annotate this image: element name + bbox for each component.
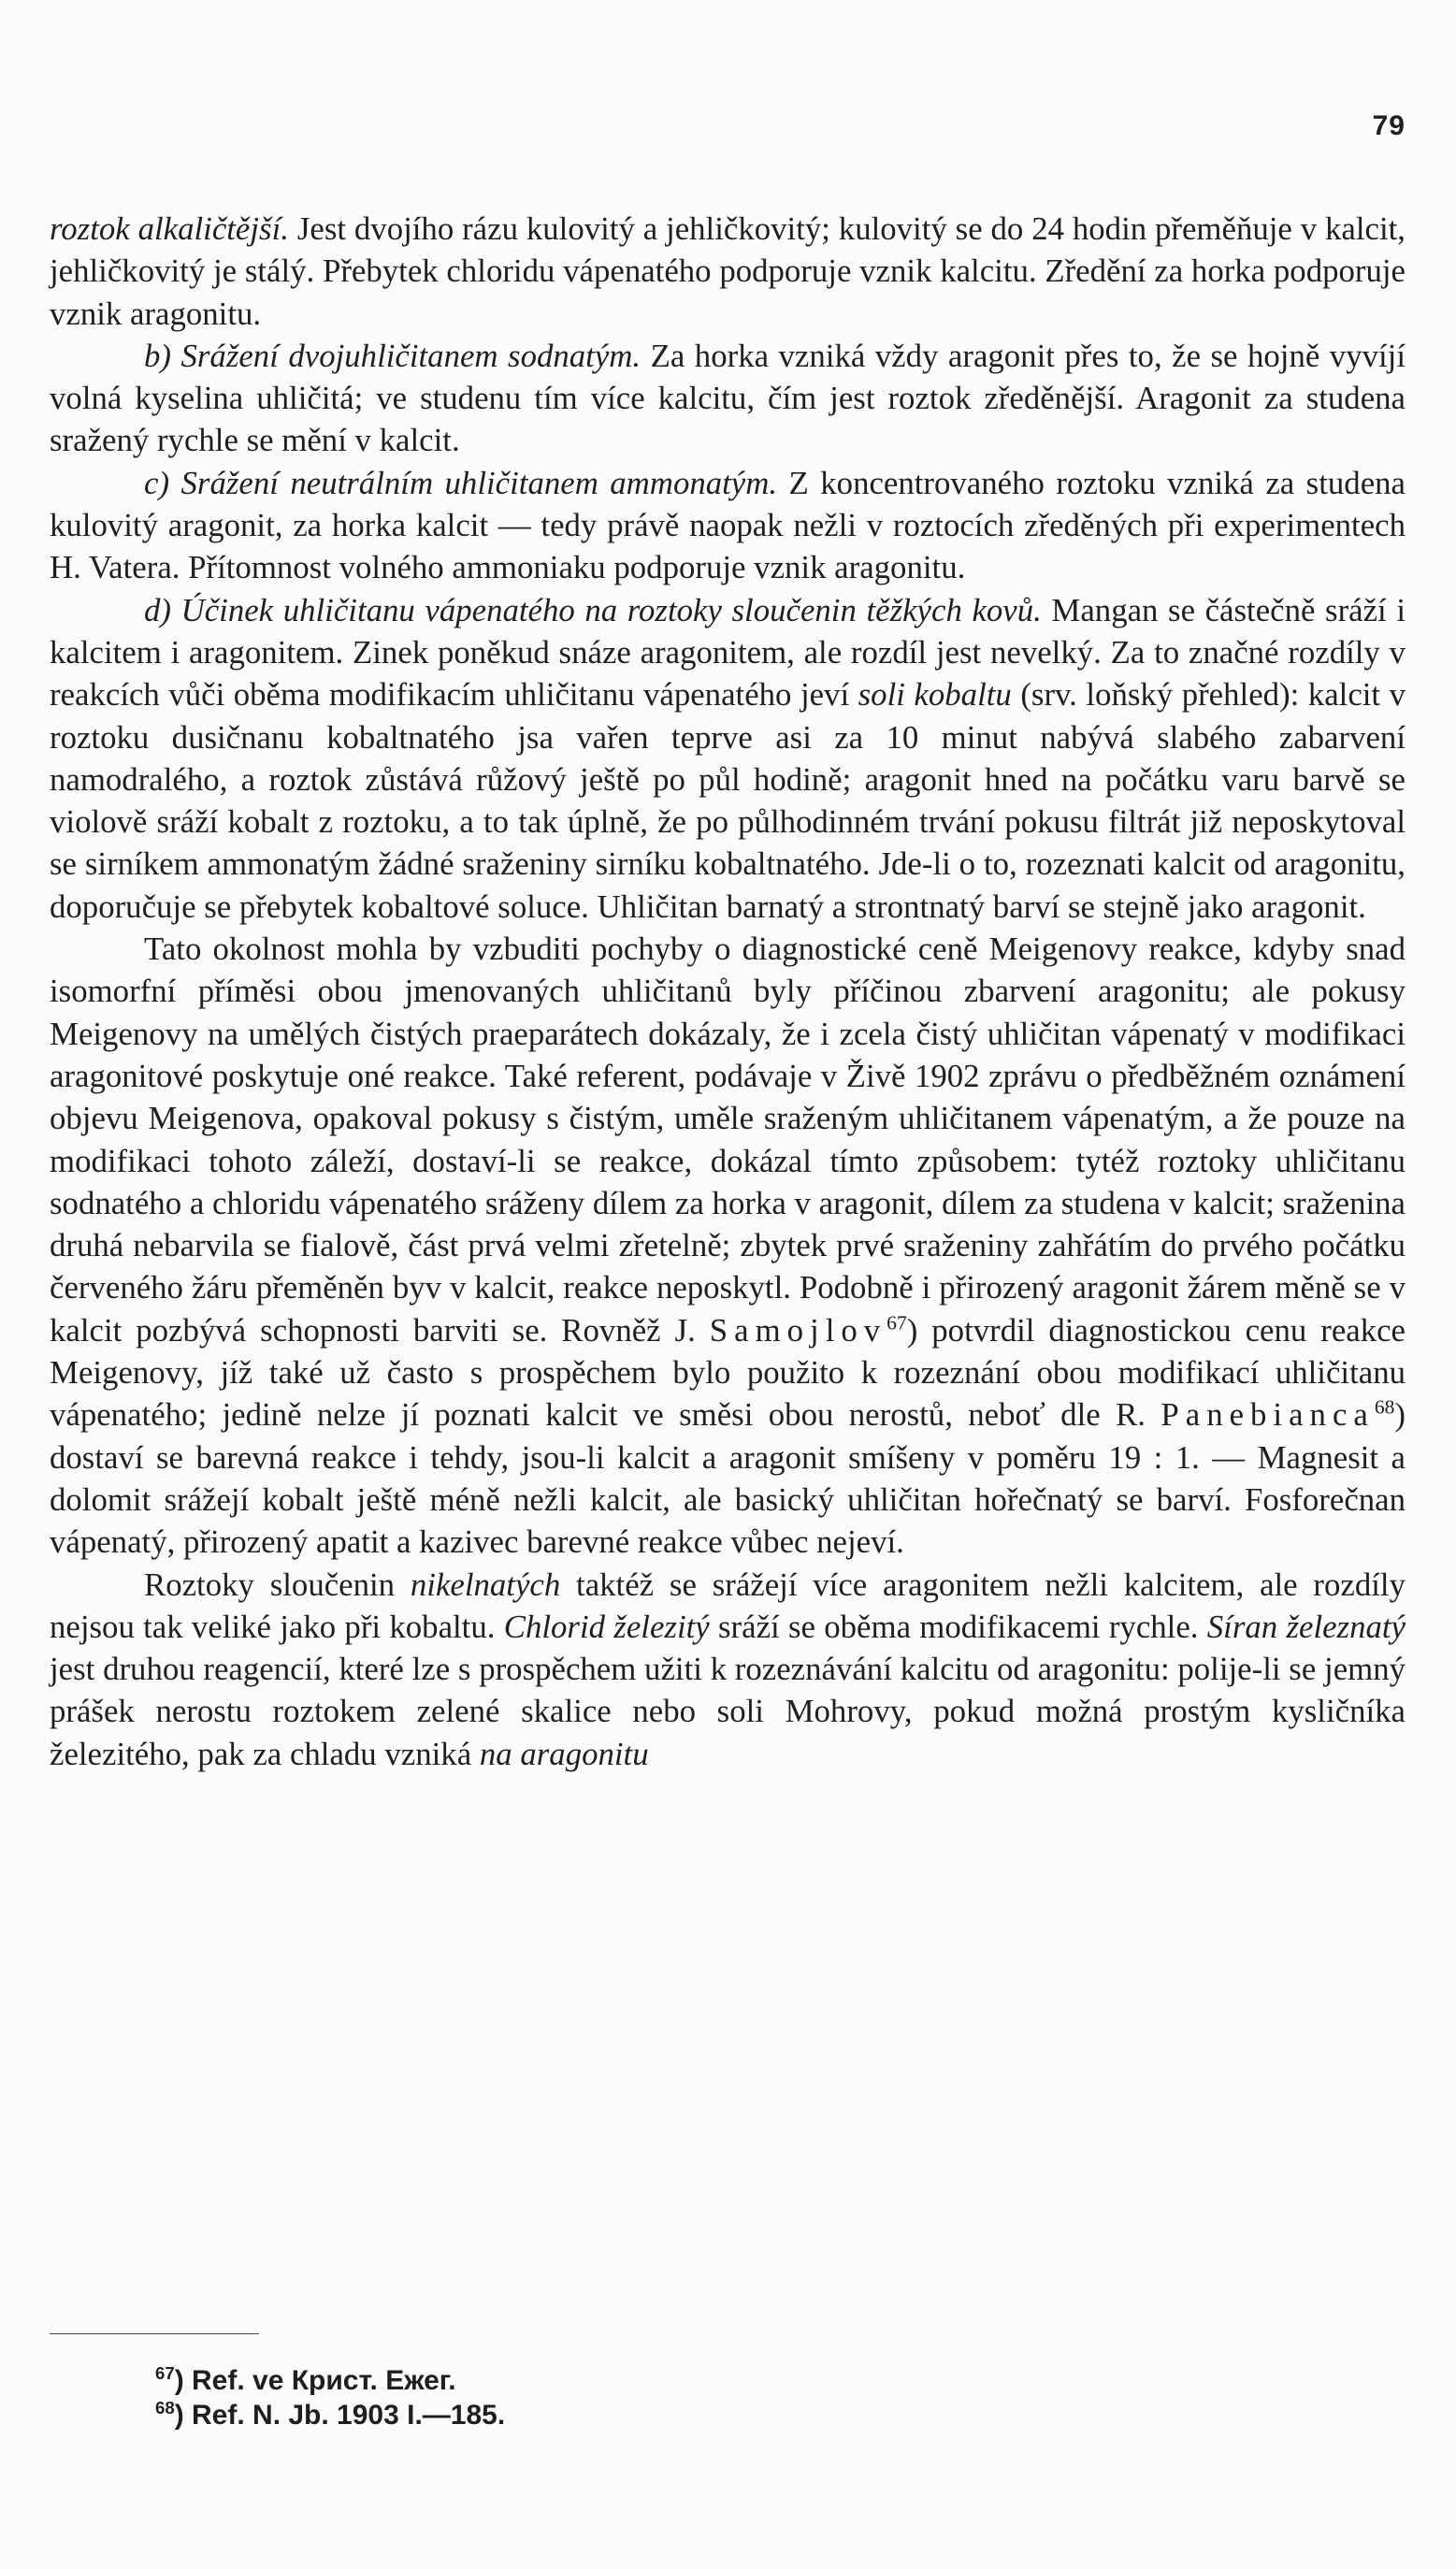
italic-text: nikelnatých: [410, 1566, 561, 1603]
paragraph-p5: [50, 928, 1406, 1563]
body-text: [50, 208, 1406, 1775]
text-run: Za horka vzniká vždy aragonit přes to, že se hojně vyvíjí volná kyselina uhličitá; ve studenu tím více kalcitu, čím jest roztok zředěnější. Aragonit za studena sražený rychle se mění v kalcit.: [50, 337, 1406, 459]
footnote-ref: 68: [1374, 1395, 1395, 1419]
text-run: Tato okolnost mohla by vzbuditi pochyby o diagnostické ceně Meigenovy reakce, kdyby snad isomorfní příměsi obou jmenovaných uhličitanů byly příčinou zbarvení aragonitu; ale pokusy Meigenovy na umělých čistých praeparátech dokázaly, že i zcela čistý uhličitan vápenatý v modifikaci aragonitové poskytuje oné reakce. Také referent, podávaje v Živě 1902 zprávu o předběžném oznámení objevu Meigenova, opakoval pokusy s čistým, uměle sraženým uhličitanem vápenatým, a že pouze na modifikaci tohoto záleží, dostaví-li se reakce, dokázal tímto způsobem: tytéž roztoky uhličitanu sodnatého a chloridu vápenatého sráženy dílem za horka v aragonit, dílem za studena v kalcit; sraženina druhá nebarvila se fialově, část prvá velmi zřetelně; zbytek prvé sraženiny zahřátím do prvého počátku červeného žáru přeměněn byv v kalcit, reakce neposkytl. Podobně i přirozený aragonit žárem měně se v kalcit pozbývá schopnosti barviti se. Rovněž J.: [50, 931, 1406, 1349]
page-number: 79: [1372, 110, 1406, 141]
footnote-text: ) Ref. ve Крист. Ежег.: [174, 2365, 456, 2396]
italic-text: soli kobaltu: [858, 676, 1012, 714]
footnote-number: 67: [155, 2363, 175, 2383]
footnote-ref: 67: [887, 1311, 907, 1335]
italic-text: Síran železnatý: [1206, 1608, 1406, 1645]
italic-text: Chlorid železitý: [503, 1608, 710, 1645]
text-run: sráží se oběma modifikacemi rychle.: [709, 1608, 1207, 1645]
paragraph-p2: [50, 335, 1406, 462]
text-run: Mangan se částečně sráží i kalcitem i aragonitem. Zinek poněkud snáze aragonitem, ale rozdíl jest nevelký. Za to značné rozdíly v reakcích vůči oběma modifikacím uhličitanu vápenatého jeví: [50, 591, 1406, 714]
text-run: (srv. loňský přehled): kalcit v roztoku dusičnanu kobaltnatého jsa vařen teprve asi za 10 minut nabývá slabého zabarvení namodralého, a roztok zůstává růžový ještě po půl hodině; aragonit hned na počátku varu barvě se violově sráží kobalt z roztoku, a to tak úplně, že po půlhodinném trvání pokusu filtrát již neposkytoval se sirníkem ammonatým žádné sraženiny sirníku kobaltnatého. Jde-li o to, rozeznati kalcit od aragonitu, doporučuje se přebytek kobaltové soluce. Uhličitan barnatý a strontnatý barví se stejně jako aragonit.: [50, 676, 1406, 925]
paragraph-p1: [50, 208, 1406, 335]
italic-text: d) Účinek uhličitanu vápenatého na roztoky sloučenin těžkých kovů.: [144, 591, 1042, 628]
paragraph-p4: [50, 589, 1406, 928]
footnote-number: 68: [155, 2398, 175, 2417]
italic-text: b) Srážení dvojuhličitanem sodnatým.: [144, 337, 642, 374]
italic-text: c) Srážení neutrálním uhličitanem ammonatým.: [144, 464, 778, 501]
italic-text: roztok alkaličtější.: [50, 210, 289, 247]
paragraph-p6: [50, 1564, 1406, 1775]
footnote-text: ) Ref. N. Jb. 1903 I.—185.: [174, 2400, 506, 2431]
footnote-68: [155, 2398, 505, 2432]
italic-text: na aragonitu: [479, 1735, 649, 1772]
text-run: ) potvrdil diagnostickou cenu reakce Meigenovy, jíž také už často s prospěchem bylo použito k rozeznání obou modifikací uhličitanu vápenatého; jedině nelze jí poznati kalcit ve směsi obou nerostů, neboť dle R.: [50, 1311, 1406, 1434]
text-run: Panebianca: [1160, 1396, 1375, 1434]
text-run: Samojlov: [709, 1311, 887, 1349]
paragraph-p3: [50, 462, 1406, 589]
text-run: ) dostaví se barevná reakce i tehdy, jsou-li kalcit a aragonit smíšeny v poměru 19 : 1. — Magnesit a dolomit srážejí kobalt ještě méně nežli kalcit, ale basický uhličitan hořečnatý se barví. Fosforečnan vápenatý, přirozený apatit a kazivec barevné reakce vůbec nejeví.: [50, 1396, 1406, 1561]
text-run: jest druhou reagencií, které lze s prospěchem užiti k rozeznávání kalcitu od aragonitu: polije-li se jemný prášek nerostu roztokem zelené skalice nebo soli Mohrovy, pokud možná prostým kysličníka železitého, pak za chladu vzniká: [50, 1651, 1406, 1772]
footnote-divider: [50, 2333, 259, 2334]
text-run: Jest dvojího rázu kulovitý a jehličkovitý; kulovitý se do 24 hodin přeměňuje v kalcit, jehličkovitý je stálý. Přebytek chloridu vápenatého podporuje vznik kalcitu. Zředění za horka podporuje vznik aragonitu.: [50, 210, 1406, 332]
footnote-67: [155, 2363, 505, 2398]
text-run: Z koncentrovaného roztoku vzniká za studena kulovitý aragonit, za horka kalcit — tedy právě naopak nežli v roztocích zředěných při experimentech H. Vatera. Přítomnost volného ammoniaku podporuje vznik aragonitu.: [50, 464, 1406, 586]
text-run: Roztoky sloučenin: [144, 1566, 411, 1603]
text-run: taktéž se srážejí více aragonitem nežli kalcitem, ale rozdíly nejsou tak veliké jako při kobaltu.: [50, 1566, 1406, 1645]
footnotes: [155, 2363, 505, 2432]
